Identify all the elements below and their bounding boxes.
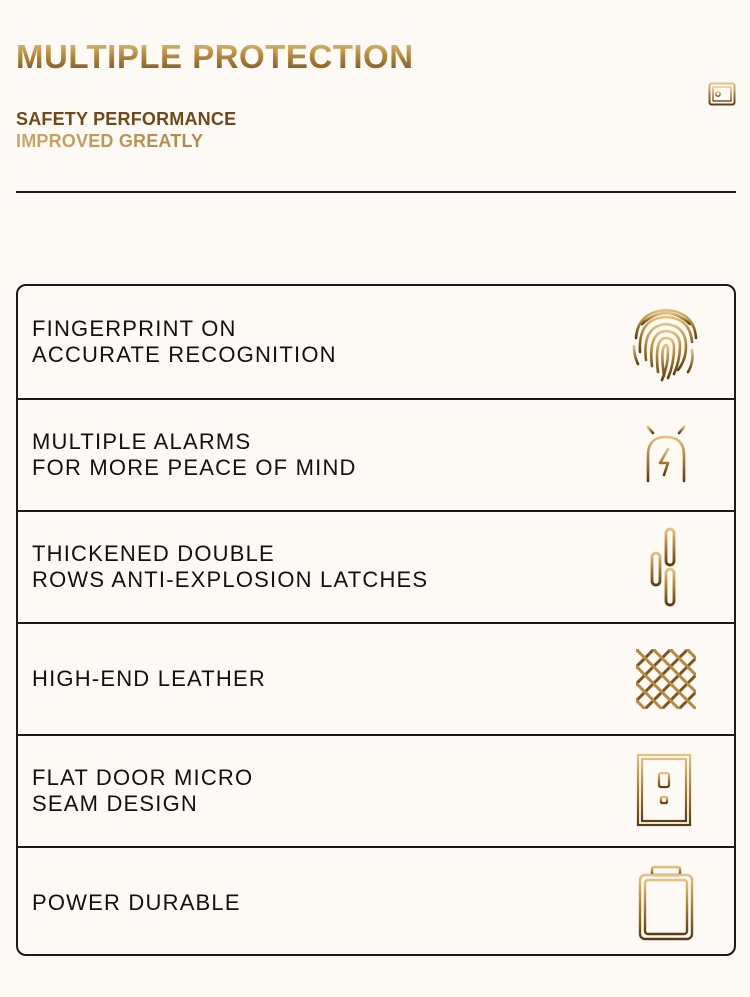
battery-icon (628, 863, 704, 943)
feature-text (32, 666, 266, 692)
safe-icon (708, 82, 736, 108)
feature-line-2: FOR MORE PEACE OF MIND (32, 455, 357, 480)
feature-list (16, 284, 736, 956)
feature-line-1: MULTIPLE ALARMS (32, 429, 252, 454)
feature-line-1: THICKENED DOUBLE (32, 541, 275, 566)
subtitle-line-2: IMPROVED GREATLY (16, 130, 236, 152)
feature-row-latches (18, 510, 734, 622)
feature-text (32, 541, 428, 593)
feature-line-1: FLAT DOOR MICRO (32, 765, 254, 790)
feature-text (32, 316, 337, 368)
feature-row-fingerprint (18, 286, 734, 398)
feature-row-door (18, 734, 734, 846)
feature-line-1: POWER DURABLE (32, 890, 241, 915)
page-subtitle (16, 108, 236, 152)
header-divider (16, 191, 736, 193)
feature-text (32, 890, 241, 916)
feature-row-battery (18, 846, 734, 956)
feature-row-leather (18, 622, 734, 734)
leather-icon (628, 639, 704, 719)
latch-icon (628, 527, 704, 607)
fingerprint-icon (628, 302, 704, 382)
feature-text (32, 765, 253, 817)
alarm-icon (628, 415, 704, 495)
feature-line-2: SEAM DESIGN (32, 791, 199, 816)
subtitle-line-1: SAFETY PERFORMANCE (16, 109, 237, 129)
page-title: MULTIPLE PROTECTION (16, 38, 414, 75)
door-icon (628, 751, 704, 831)
feature-line-1: HIGH-END LEATHER (32, 666, 266, 691)
feature-text (32, 429, 357, 481)
feature-row-alarm (18, 398, 734, 510)
feature-line-2: ROWS ANTI-EXPLOSION LATCHES (32, 567, 429, 592)
feature-line-2: ACCURATE RECOGNITION (32, 342, 337, 367)
feature-line-1: FINGERPRINT ON (32, 316, 237, 341)
